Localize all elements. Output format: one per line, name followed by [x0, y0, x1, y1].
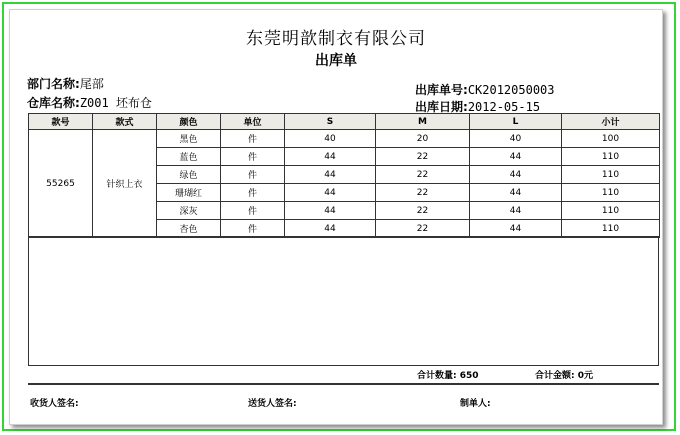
- size-s-cell: 44: [285, 166, 376, 184]
- total-quantity: [417, 368, 479, 381]
- order-date-value: 2012-05-15: [467, 100, 541, 114]
- size-s-cell: 44: [285, 148, 376, 166]
- order-number-value: CK2012050003: [467, 83, 555, 97]
- unit-cell: 件: [221, 184, 285, 202]
- size-l-cell: 40: [470, 130, 562, 148]
- style-name-cell: 针织上衣: [93, 130, 157, 238]
- color-cell: 绿色: [157, 166, 221, 184]
- col-header-style-no: 款号: [29, 114, 93, 130]
- sender-signature: 送货人签名:: [248, 399, 297, 409]
- subtotal-cell: 110: [562, 184, 660, 202]
- subtotal-cell: 110: [562, 148, 660, 166]
- receiver-signature: 收货人签名:: [30, 399, 79, 409]
- order-number-info: [415, 81, 555, 98]
- department-label: 部门名称:: [27, 77, 80, 91]
- col-header-style: 款式: [93, 114, 157, 130]
- unit-cell: 件: [221, 220, 285, 238]
- subtotal-cell: 100: [562, 130, 660, 148]
- col-header-size-m: M: [376, 114, 470, 130]
- size-s-cell: 44: [285, 220, 376, 238]
- size-m-cell: 22: [376, 220, 470, 238]
- unit-cell: 件: [221, 202, 285, 220]
- size-m-cell: 22: [376, 184, 470, 202]
- size-l-cell: 44: [470, 166, 562, 184]
- size-m-cell: 20: [376, 130, 470, 148]
- size-l-cell: 44: [470, 220, 562, 238]
- order-number-label: 出库单号:: [415, 83, 468, 97]
- total-amount: [535, 368, 593, 381]
- company-name: 东莞明歆制衣有限公司: [246, 29, 426, 49]
- total-quantity-label: 合计数量:: [417, 371, 457, 381]
- warehouse-value: Z001 坯布仓: [79, 96, 152, 110]
- unit-cell: 件: [221, 148, 285, 166]
- maker-signature: 制单人:: [460, 399, 491, 409]
- color-cell: 蓝色: [157, 148, 221, 166]
- size-s-cell: 40: [285, 130, 376, 148]
- unit-cell: 件: [221, 130, 285, 148]
- empty-table-area: [28, 236, 659, 366]
- color-cell: 深灰: [157, 202, 221, 220]
- warehouse-info: [27, 94, 152, 111]
- col-header-unit: 单位: [221, 114, 285, 130]
- size-l-cell: 44: [470, 202, 562, 220]
- color-cell: 珊瑚红: [157, 184, 221, 202]
- department-value: 尾部: [79, 77, 104, 91]
- table-header-row: [29, 114, 660, 130]
- total-amount-value: 0元: [577, 371, 594, 381]
- totals-divider-top: [28, 365, 659, 366]
- col-header-size-l: L: [470, 114, 562, 130]
- unit-cell: 件: [221, 166, 285, 184]
- subtotal-cell: 110: [562, 202, 660, 220]
- style-number-cell: 55265: [29, 130, 93, 238]
- table-row: [29, 130, 660, 148]
- size-l-cell: 44: [470, 148, 562, 166]
- size-s-cell: 44: [285, 202, 376, 220]
- department-info: [27, 75, 104, 92]
- size-l-cell: 44: [470, 184, 562, 202]
- subtotal-cell: 110: [562, 220, 660, 238]
- total-amount-label: 合计金额:: [535, 371, 575, 381]
- total-quantity-value: 650: [459, 371, 479, 381]
- size-s-cell: 44: [285, 184, 376, 202]
- size-m-cell: 22: [376, 148, 470, 166]
- color-cell: 杏色: [157, 220, 221, 238]
- items-table: [28, 113, 660, 238]
- warehouse-label: 仓库名称:: [27, 96, 80, 110]
- delivery-note-sheet: [9, 9, 663, 425]
- col-header-size-s: S: [285, 114, 376, 130]
- color-cell: 黑色: [157, 130, 221, 148]
- table-divider: [28, 236, 659, 237]
- document-title: 出库单: [315, 53, 357, 69]
- subtotal-cell: 110: [562, 166, 660, 184]
- totals-divider-bottom: [28, 383, 659, 385]
- col-header-subtotal: 小计: [562, 114, 660, 130]
- size-m-cell: 22: [376, 166, 470, 184]
- order-date-label: 出库日期:: [415, 100, 468, 114]
- col-header-color: 颜色: [157, 114, 221, 130]
- size-m-cell: 22: [376, 202, 470, 220]
